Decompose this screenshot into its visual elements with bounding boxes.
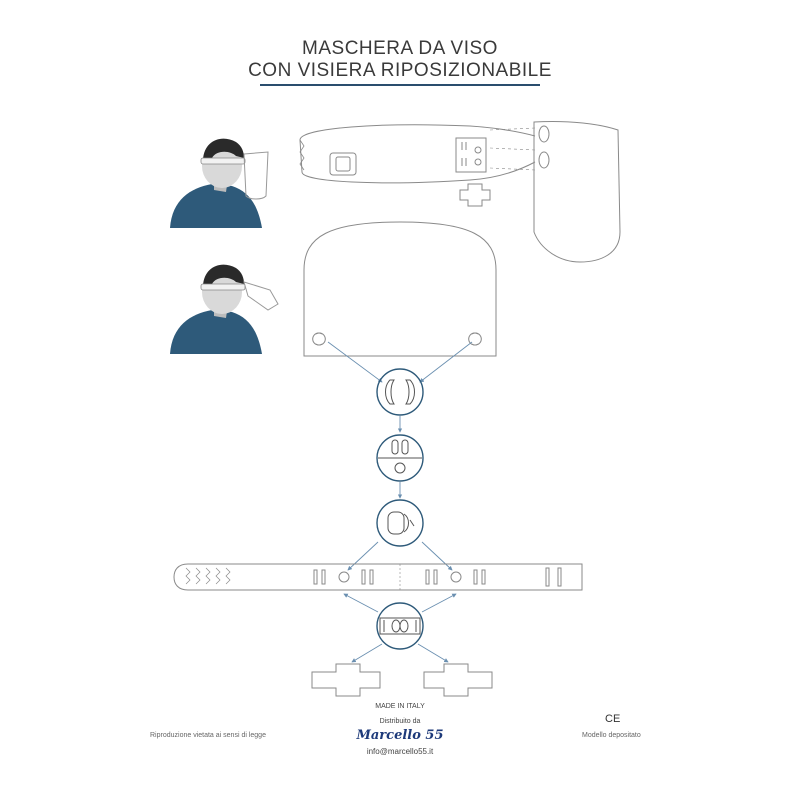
model-notice: Modello depositato	[582, 732, 641, 739]
headband-strap-flat	[174, 564, 582, 590]
visor-side-view	[534, 121, 620, 262]
distributed-by-text: Distribuito da	[379, 718, 421, 725]
detail-circle-1	[377, 369, 423, 415]
visor-flat-shield	[304, 222, 496, 356]
detail-circle-4	[377, 603, 423, 649]
made-in-italy-text: MADE IN ITALY	[375, 703, 425, 710]
brand-logo-text: Marcello 55	[356, 728, 444, 743]
connector-clip-left	[312, 664, 380, 696]
detail-circle-2	[377, 435, 423, 481]
contact-email: info@marcello55.it	[366, 747, 434, 756]
clip-arrows	[352, 644, 448, 662]
headband-perspective	[300, 125, 535, 183]
detail-circle-3	[377, 500, 423, 546]
connector-clip-right	[424, 664, 492, 696]
person-visor-down-figure	[170, 139, 268, 228]
title-line-1: MASCHERA DA VISO	[302, 38, 498, 59]
shield-arrows	[328, 342, 472, 382]
connector-piece-small	[460, 184, 490, 206]
reproduction-notice: Riproduzione vietata ai sensi di legge	[150, 732, 266, 739]
person-visor-up-figure	[170, 265, 278, 354]
title-line-2: CON VISIERA RIPOSIZIONABILE	[248, 60, 552, 81]
ce-mark: CE	[605, 713, 621, 725]
